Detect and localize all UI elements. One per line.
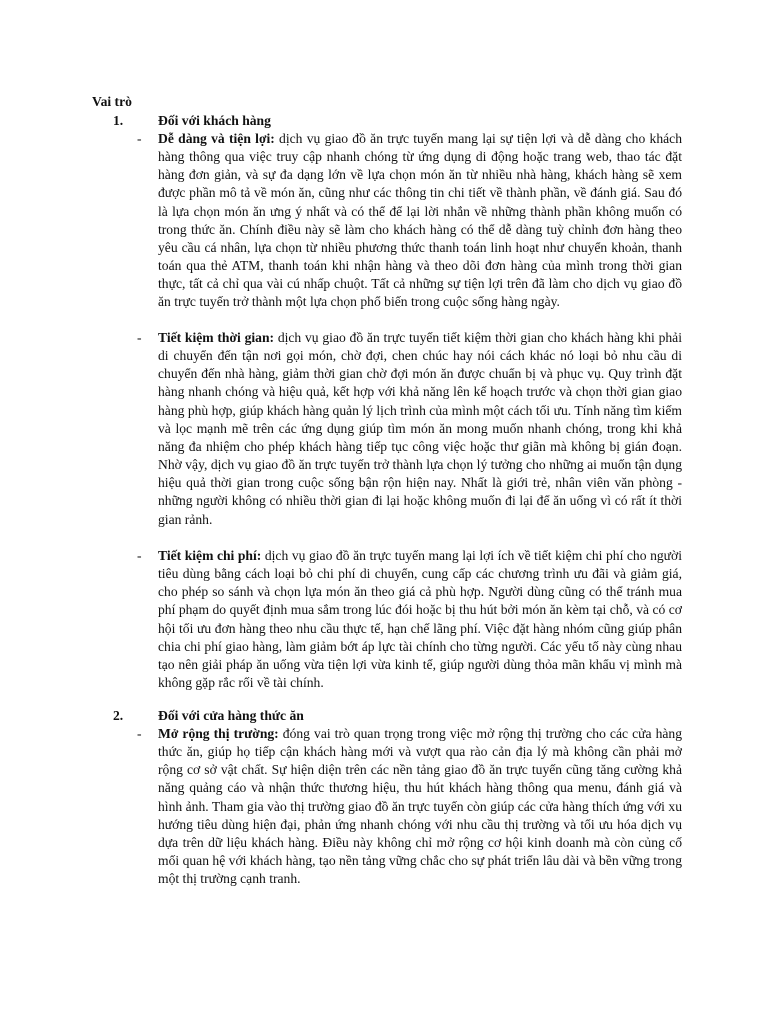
section-number: 1. bbox=[113, 113, 124, 128]
list-item-save-cost bbox=[137, 547, 682, 692]
list-item-text: dịch vụ giao đồ ăn trực tuyến tiết kiệm thời gian cho khách hàng khi phải di chuyển đến tận nơi gọi món, chờ đợi, chen chúc hay nói cách khác nó loại bỏ nhu cầu di chuyển đến nhà hàng, giảm thời gian chờ đợi món ăn được chuẩn bị và phục vụ. Quy trình đặt hàng nhanh chóng và hiệu quả, kết hợp với khả năng lên kế hoạch trước và chọn thời gian giao hàng phù hợp, giúp khách hàng quản lý lịch trình của mình một cách tối ưu. Tính năng tìm kiếm và lọc mạnh mẽ trên các ứng dụng giúp tìm món ăn mong muốn nhanh chóng, trong khi khả năng đa nhiệm cho phép khách hàng tiếp tục công việc hoặc thư giãn mà không bị gián đoạn. Nhờ vậy, dịch vụ giao đồ ăn trực tuyến trở thành lựa chọn lý tưởng cho những ai muốn tận dụng hiệu quả thời gian trong cuộc sống bận rộn hiện nay. Nhất là giới trẻ, nhân viên văn phòng - những người không có nhiều thời gian đi lại hoặc không muốn đi lại để ăn uống vì có rất ít thời gian rảnh. bbox=[158, 330, 682, 527]
list-item-convenience bbox=[137, 130, 682, 312]
list-item-body bbox=[158, 725, 682, 888]
list-item-lead: Tiết kiệm chi phí: bbox=[158, 548, 262, 563]
section-number: 2. bbox=[113, 708, 124, 723]
list-item-lead: Mở rộng thị trường: bbox=[158, 726, 279, 741]
bullet-dash: - bbox=[137, 330, 142, 345]
list-item-text: dịch vụ giao đồ ăn trực tuyến mang lại sự tiện lợi và dễ dàng cho khách hàng thông qua việc truy cập nhanh chóng từ ứng dụng di động hoặc trang web, thao tác đặt hàng đơn giản, và sự đa dạng lớn về lựa chọn món ăn từ nhiều nhà hàng, khách hàng sẽ xem được phần mô tả về món ăn, cũng như các thông tin chi tiết về thành phần, về đánh giá. Sau đó là lựa chọn món ăn ưng ý nhất và có thể để lại lời nhắn về những thành phần không muốn có trong thức ăn. Chính điều này sẽ làm cho khách hàng có thể dễ dàng tuỳ chỉnh đơn hàng theo yêu cầu cá nhân, lựa chọn từ nhiều phương thức thanh toán linh hoạt như chuyển khoản, thanh toán qua thẻ ATM, thanh toán khi nhận hàng và theo dõi đơn hàng của mình trong thời gian thực, tất cả chỉ qua vài cú nhấp chuột. Tất cả những sự tiện lợi trên đã làm cho dịch vụ giao đồ ăn trực tuyến trở thành một lựa chọn phổ biến trong cuộc sống hàng ngày. bbox=[158, 131, 682, 310]
list-item-lead: Tiết kiệm thời gian: bbox=[158, 330, 275, 345]
list-item-market-expansion bbox=[137, 725, 682, 888]
list-item-lead: Dễ dàng và tiện lợi: bbox=[158, 131, 275, 146]
list-item-body bbox=[158, 547, 682, 692]
section-title-text: Đối với khách hàng bbox=[158, 113, 271, 128]
list-item-body bbox=[158, 329, 682, 529]
section-title-food-stores bbox=[113, 707, 304, 725]
document-heading: Vai trò bbox=[92, 94, 132, 109]
list-item-body bbox=[158, 130, 682, 312]
bullet-dash: - bbox=[137, 726, 142, 741]
list-item-text: dịch vụ giao đồ ăn trực tuyến mang lại lợi ích về tiết kiệm chi phí cho người tiêu dùng bằng cách loại bỏ chi phí di chuyển, cung cấp các chương trình ưu đãi và giảm giá, cho phép so sánh và chọn lựa món ăn theo giá cả phù hợp. Người dùng cũng có thể tránh mua phí phạm do quyết định mua sắm trong lúc đói hoặc bị thu hút bởi món ăn kèm tại chỗ, và có cơ hội tối ưu đơn hàng theo nhu cầu thực tế, hạn chế lãng phí. Việc đặt hàng nhóm cũng giúp phân chia chi phí giao hàng, làm giảm bớt áp lực tài chính cho từng người. Các yếu tố này cùng nhau tạo nên giải pháp ăn uống vừa tiện lợi vừa kinh tế, giúp người dùng thỏa mãn khẩu vị mình mà không gặp rắc rối về tài chính. bbox=[158, 548, 683, 691]
list-item-text: đóng vai trò quan trọng trong việc mở rộng thị trường cho các cửa hàng thức ăn, giúp họ tiếp cận khách hàng mới và vượt qua rào cản địa lý mà không cần phải mở rộng cơ sở vật chất. Sự hiện diện trên các nền tảng giao đồ ăn trực tuyến cũng tăng cường khả năng quảng cáo và nhận thức thương hiệu, thu hút khách hàng thông qua menu, đánh giá và hình ảnh. Tham gia vào thị trường giao đồ ăn trực tuyến còn giúp các cửa hàng thích ứng với xu hướng tiêu dùng hiện đại, phản ứng nhanh chóng với nhu cầu thị trường và tối ưu hóa dịch vụ dựa trên dữ liệu khách hàng. Điều này không chỉ mở rộng cơ hội kinh doanh mà còn củng cố mối quan hệ với khách hàng, tạo nền tảng vững chắc cho sự phát triển lâu dài và bền vững trong một thị trường cạnh tranh. bbox=[158, 726, 682, 887]
bullet-dash: - bbox=[137, 131, 142, 146]
section-title-text: Đối với cửa hàng thức ăn bbox=[158, 708, 304, 723]
bullet-dash: - bbox=[137, 548, 142, 563]
section-title-customers bbox=[113, 112, 271, 130]
list-item-save-time bbox=[137, 329, 682, 529]
